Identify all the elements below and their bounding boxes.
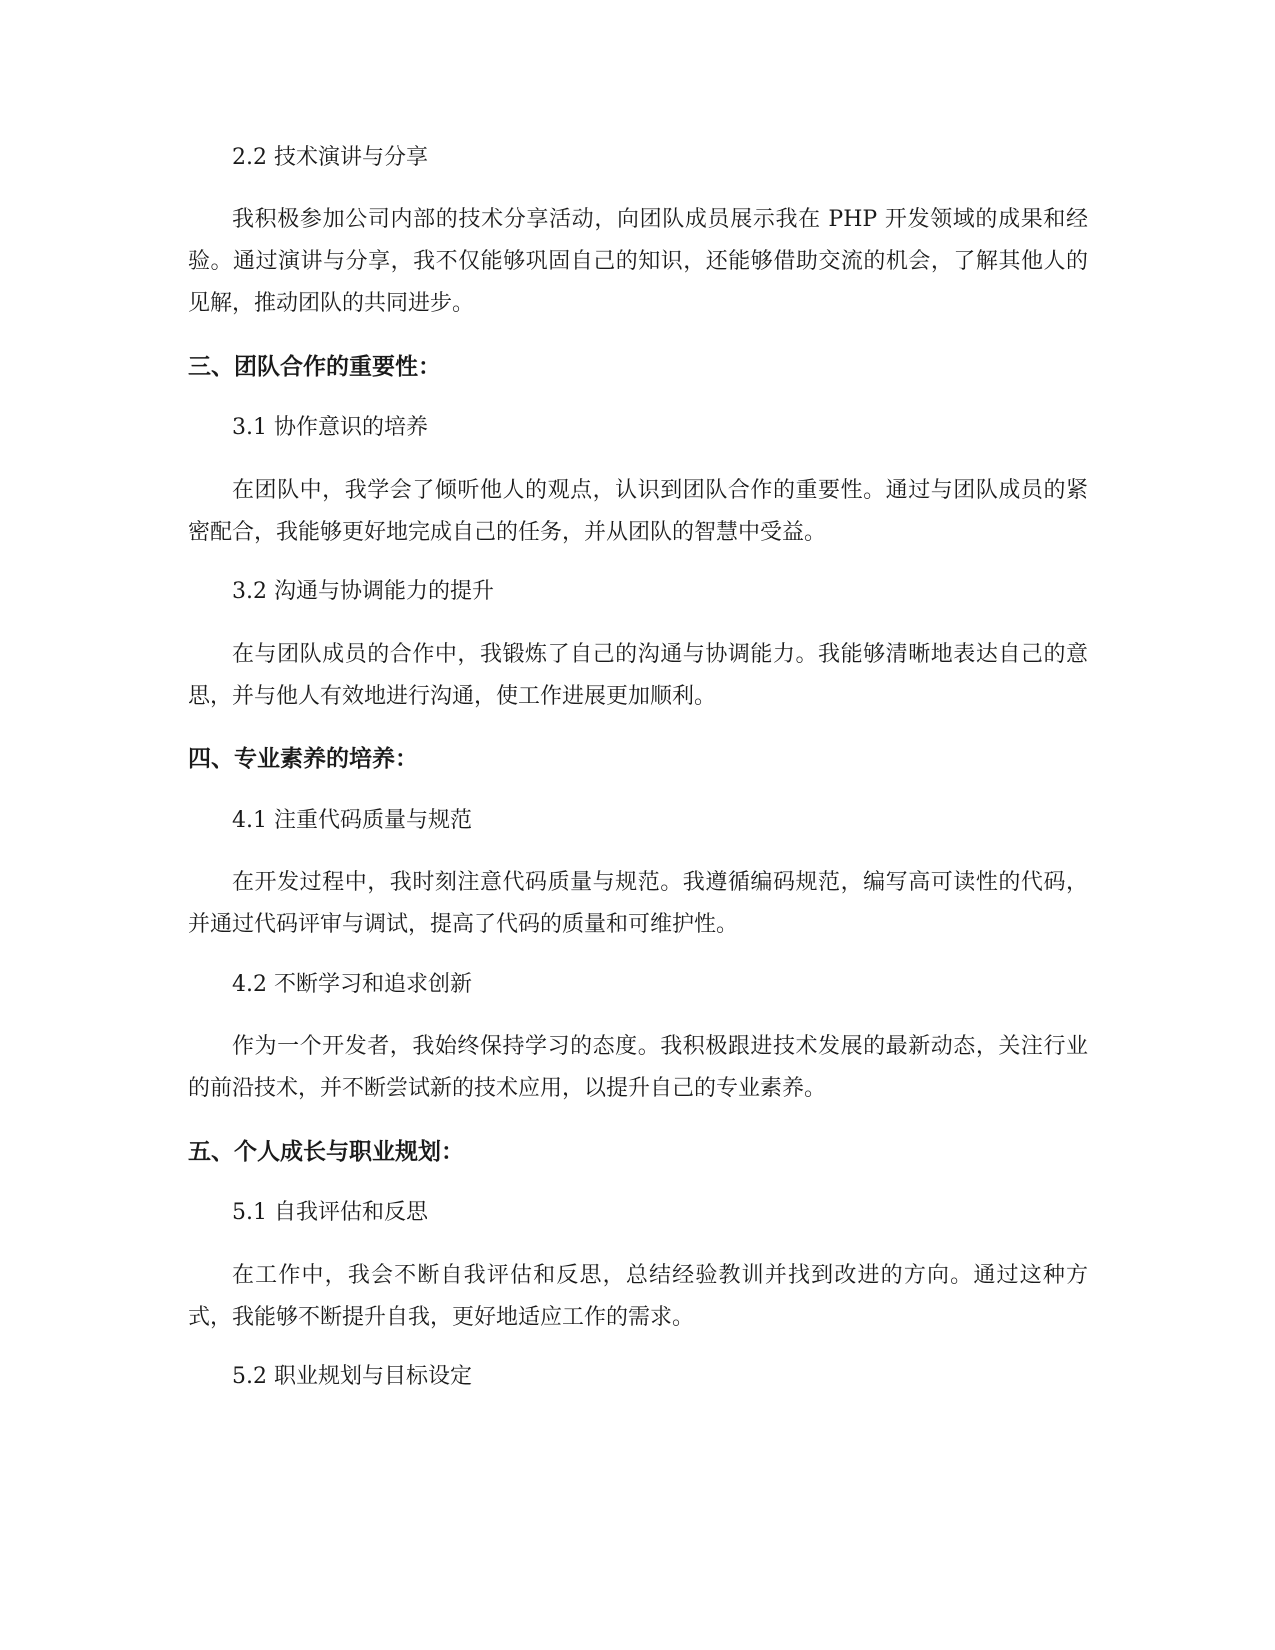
paragraph-5-1: 在工作中，我会不断自我评估和反思，总结经验教训并找到改进的方向。通过这种方式，我能够不断提升自我，更好地适应工作的需求。 xyxy=(188,1263,1088,1330)
paragraph-3-1: 在团队中，我学会了倾听他人的观点，认识到团队合作的重要性。通过与团队成员的紧密配合，我能够更好地完成自己的任务，并从团队的智慧中受益。 xyxy=(188,478,1088,545)
subheading-3-1: 3.1 协作意识的培养 xyxy=(232,415,428,440)
subheading-4-1: 4.1 注重代码质量与规范 xyxy=(232,808,472,833)
subheading-3-2: 3.2 沟通与协调能力的提升 xyxy=(232,579,494,604)
section-heading-3: 三、团队合作的重要性： xyxy=(188,354,441,380)
paragraph-4-2: 作为一个开发者，我始终保持学习的态度。我积极跟进技术发展的最新动态，关注行业的前沿技术，并不断尝试新的技术应用，以提升自己的专业素养。 xyxy=(188,1034,1088,1101)
section-heading-5: 五、个人成长与职业规划： xyxy=(188,1139,464,1165)
paragraph-4-1: 在开发过程中，我时刻注意代码质量与规范。我遵循编码规范，编写高可读性的代码，并通过代码评审与调试，提高了代码的质量和可维护性。 xyxy=(188,870,1088,937)
subheading-2-2: 2.2 技术演讲与分享 xyxy=(232,145,428,170)
paragraph-2-2: 我积极参加公司内部的技术分享活动，向团队成员展示我在 PHP 开发领域的成果和经验。通过演讲与分享，我不仅能够巩固自己的知识，还能够借助交流的机会，了解其他人的见解，推动团队的共同进步。 xyxy=(188,207,1088,316)
section-heading-4: 四、专业素养的培养： xyxy=(188,746,418,772)
subheading-5-1: 5.1 自我评估和反思 xyxy=(232,1200,428,1225)
subheading-5-2: 5.2 职业规划与目标设定 xyxy=(232,1364,472,1389)
subheading-4-2: 4.2 不断学习和追求创新 xyxy=(232,972,472,997)
paragraph-3-2: 在与团队成员的合作中，我锻炼了自己的沟通与协调能力。我能够清晰地表达自己的意思，并与他人有效地进行沟通，使工作进展更加顺利。 xyxy=(188,642,1088,709)
